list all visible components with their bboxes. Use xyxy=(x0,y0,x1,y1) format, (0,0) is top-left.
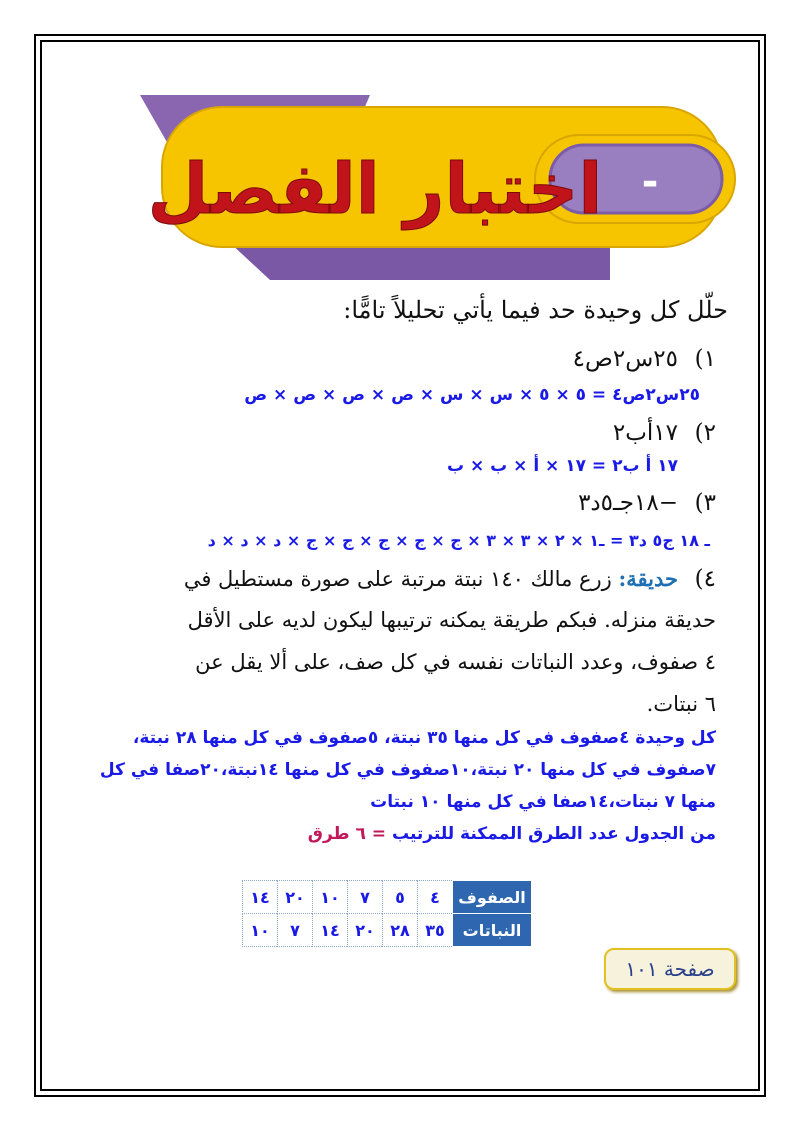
q2-answer: ١٧ أ ب٢ = ١٧ × أ × ب × ب xyxy=(446,456,678,476)
q4-line-4: ٦ نبتات. xyxy=(646,692,716,716)
q4-conclusion-text: من الجدول عدد الطرق الممكنة للترتيب xyxy=(391,824,716,844)
q4-answer-line-1: كل وحيدة ٤صفوف في كل منها ٣٥ نبتة، ٥صفوف في كل منها ٢٨ نبتة، xyxy=(132,728,716,748)
table-cell: ٤ xyxy=(418,881,453,914)
table-row-plants xyxy=(243,914,532,947)
q3-answer: ـ ١٨ ج٥ د٣ = ـ١ × ٢ × ٣ × ٣ × ج × ج × ج × ج × ج × د × د × د xyxy=(207,531,710,550)
q4-label: ٤) xyxy=(694,566,716,592)
q1-answer: ٢٥س٢ص٤ = ٥ × ٥ × س × س × ص × ص × ص × ص xyxy=(244,385,700,405)
q4-line-3: ٤ صفوف، وعدد النباتات نفسه في كل صف، على ألا يقل عن xyxy=(195,650,716,674)
table-cell: ٢٠ xyxy=(348,914,383,947)
chapter-test-banner xyxy=(140,95,740,280)
q4-conclusion-result: = ٦ طرق xyxy=(307,824,387,844)
table-cell: ٢٨ xyxy=(383,914,418,947)
table-header-plants: النباتات xyxy=(453,914,532,947)
banner-dash: - xyxy=(641,159,659,205)
q4-keyword: حديقة: xyxy=(618,566,678,591)
q4-line-2: حديقة منزله. فبكم طريقة يمكنه ترتيبها ليكون لديه على الأقل xyxy=(187,608,716,632)
q1-expression: ٢٥س٢ص٤ xyxy=(572,346,678,372)
q3-label: ٣) xyxy=(694,490,716,516)
q4-line-1-text: زرع مالك ١٤٠ نبتة مرتبة على صورة مستطيل في xyxy=(183,567,612,591)
q2-expression: ١٧أب٢ xyxy=(612,420,678,446)
table-cell: ١٠ xyxy=(243,914,278,947)
q4-line-1 xyxy=(184,566,678,591)
table-cell: ٥ xyxy=(383,881,418,914)
table-cell: ٧ xyxy=(278,914,313,947)
table-cell: ١٤ xyxy=(243,881,278,914)
q4-answer-line-3: منها ٧ نبتات،١٤صفا في كل منها ١٠ نبتات xyxy=(370,792,716,812)
page-number-badge: صفحة ١٠١ xyxy=(604,948,736,990)
arrangements-table xyxy=(242,880,532,947)
q4-conclusion xyxy=(308,824,716,844)
q2-label: ٢) xyxy=(694,420,716,446)
table-header-rows: الصفوف xyxy=(453,881,532,914)
q4-answer-line-2: ٧صفوف في كل منها ٢٠ نبتة،١٠صفوف في كل منها ١٤نبتة،٢٠صفا في كل xyxy=(99,760,716,780)
q1-label: ١) xyxy=(694,346,716,372)
table-cell: ٧ xyxy=(348,881,383,914)
banner-title: اختبار الفصل xyxy=(147,148,603,230)
table-row-rows xyxy=(243,881,532,914)
table-cell: ١٠ xyxy=(313,881,348,914)
table-cell: ٣٥ xyxy=(418,914,453,947)
table-cell: ١٤ xyxy=(313,914,348,947)
table-cell: ٢٠ xyxy=(278,881,313,914)
q3-expression: −١٨جـ٥د٣ xyxy=(578,490,678,516)
instruction-text: حلّل كل وحيدة حد فيما يأتي تحليلاً تامًّا: xyxy=(343,296,728,324)
